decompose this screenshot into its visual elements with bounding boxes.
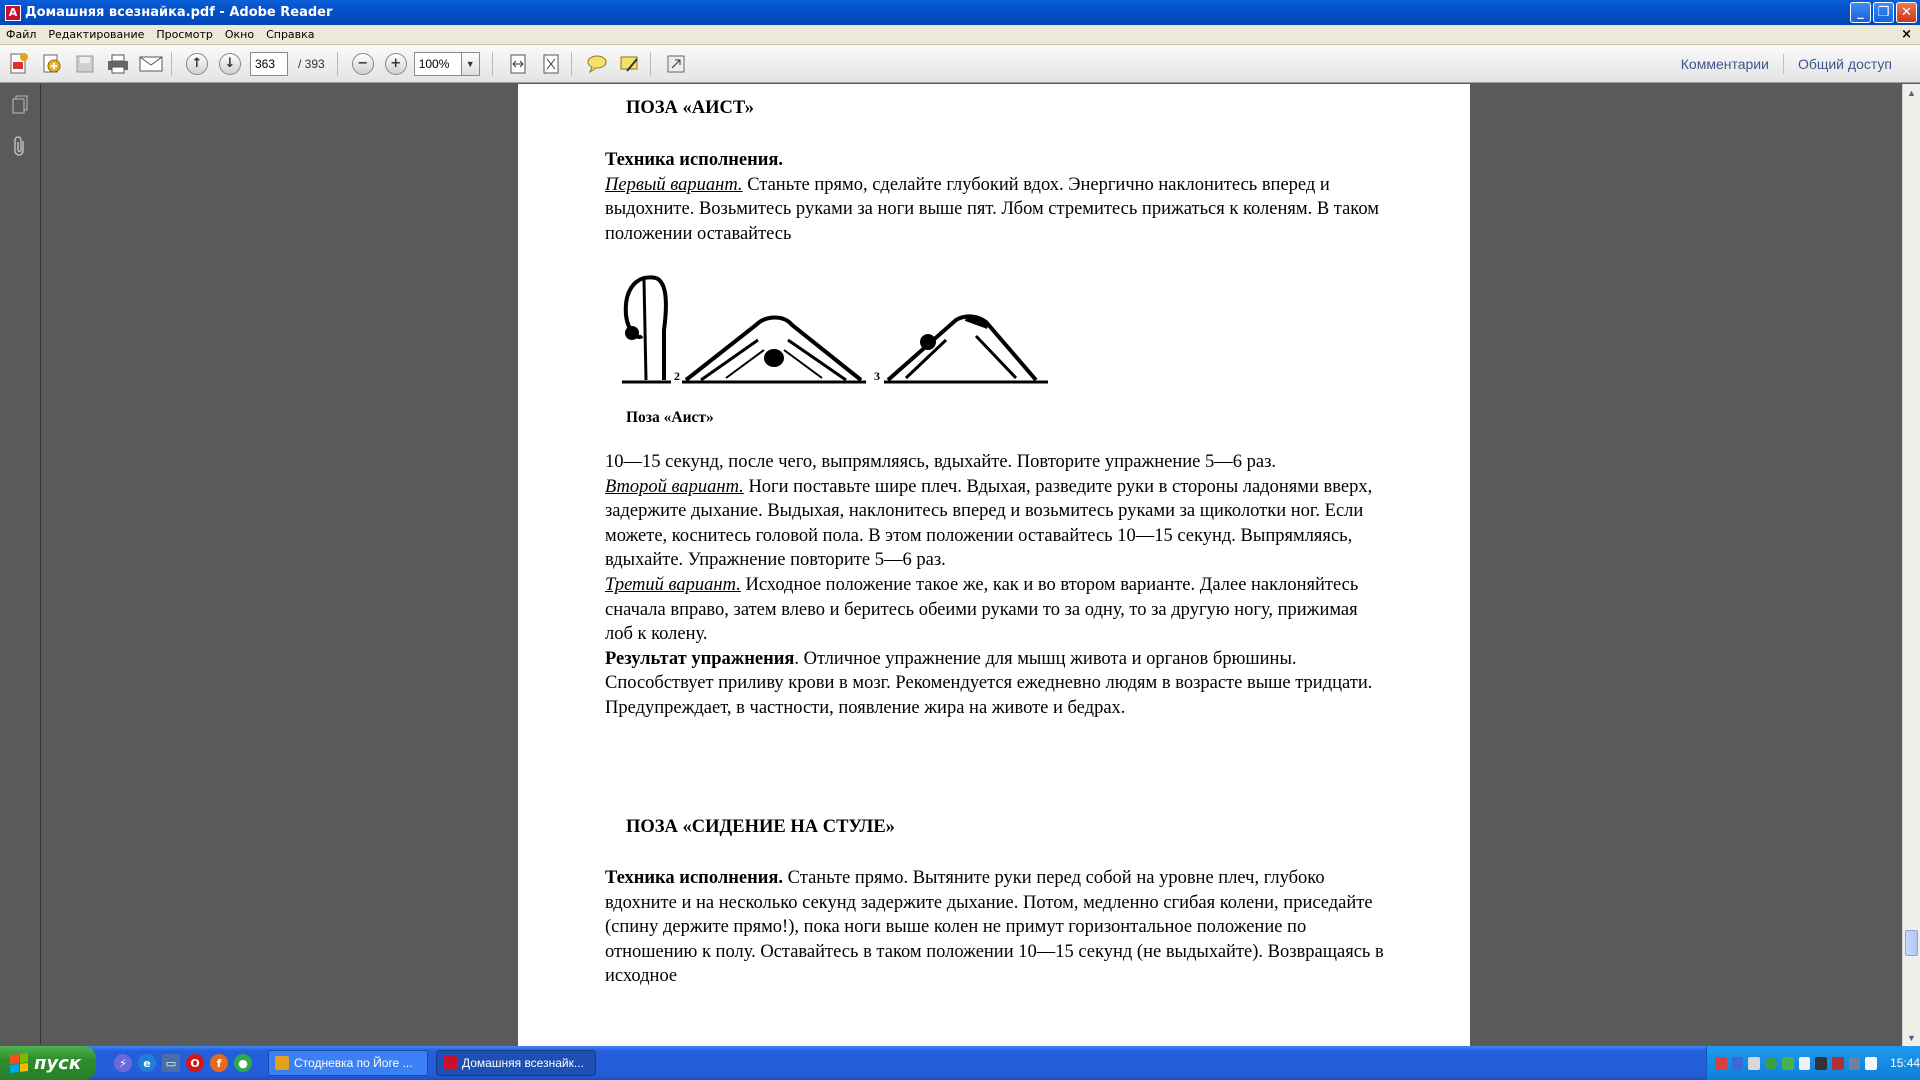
variant2-label: Второй вариант. — [605, 476, 744, 497]
print-icon[interactable] — [104, 50, 132, 78]
technique-label: Техника исполнения. — [605, 150, 784, 170]
ie-icon[interactable]: e — [138, 1054, 156, 1072]
variant2-text: Ноги поставьте шире плеч. Вдыхая, разведите руки в стороны ладонями вверх, задержите дыхание. Выдыхая, наклонитесь вперед и возьмитесь руками за щиколотки ног. Если можете, коснитесь головой пола. В этом положении оставайтесь 10—15 секунд. Выпрямляясь, вдыхайте. Упражнение повторите 5—6 раз. — [605, 476, 1373, 571]
toolbar-separator — [171, 52, 172, 76]
zoom-out-icon[interactable]: − — [349, 50, 377, 78]
highlight-icon[interactable] — [616, 50, 644, 78]
window-controls — [1850, 2, 1917, 23]
tray-app-icon[interactable] — [1748, 1057, 1760, 1070]
adobe-reader-icon: A — [5, 5, 21, 21]
firefox-icon[interactable]: f — [210, 1054, 228, 1072]
chrome-icon[interactable]: ● — [234, 1054, 252, 1072]
pdf-page — [518, 84, 1470, 1046]
menu-view[interactable]: Просмотр — [156, 28, 213, 41]
navigation-pane — [0, 84, 41, 1044]
pages-icon[interactable] — [7, 92, 33, 118]
taskbar-item-adobe-reader[interactable] — [436, 1050, 596, 1076]
variant1-label: Первый вариант. — [605, 174, 743, 195]
menu-help[interactable]: Справка — [266, 28, 315, 41]
toolbar-separator — [571, 52, 572, 76]
zoom-in-icon[interactable]: + — [382, 50, 410, 78]
figure-number-3: 3 — [874, 369, 880, 383]
variant1-text: Станьте прямо, сделайте глубокий вдох. Энергично наклонитесь вперед и выдохните. Возьмитесь руками за ноги выше пят. Лбом стремитесь прижаться к коленям. В таком положении оставайтесь — [605, 174, 1379, 244]
heading-aist: ПОЗА «АИСТ» — [626, 98, 755, 118]
pose-figure-1 — [622, 277, 671, 382]
fullscreen-icon[interactable] — [662, 50, 690, 78]
scroll-up-icon[interactable]: ▲ — [1907, 87, 1916, 98]
paragraph-variant1 — [605, 148, 1385, 246]
show-desktop-icon[interactable]: ▭ — [162, 1054, 180, 1072]
windows-logo-icon — [10, 1053, 28, 1073]
tray-flag-icon[interactable] — [1832, 1057, 1844, 1070]
attachments-icon[interactable] — [7, 134, 33, 160]
taskbar — [0, 1046, 1920, 1080]
minimize-button[interactable]: _ — [1850, 2, 1871, 23]
tray-app-icon[interactable] — [1865, 1057, 1877, 1070]
toolbar-right — [1667, 45, 1906, 83]
technique2-label: Техника исполнения. — [605, 868, 784, 888]
stork-pose-figure — [616, 270, 1056, 390]
menu-bar — [0, 25, 1920, 45]
figure-caption: Поза «Аист» — [626, 409, 714, 426]
quick-launch — [114, 1054, 252, 1072]
create-pdf-icon[interactable] — [5, 50, 33, 78]
menu-file[interactable]: Файл — [6, 28, 37, 41]
toolbar — [0, 45, 1920, 83]
tray-app-icon[interactable] — [1715, 1057, 1727, 1070]
fit-page-icon[interactable] — [537, 50, 565, 78]
quicklaunch-icon[interactable]: ⚡ — [114, 1054, 132, 1072]
document-area[interactable] — [42, 84, 1901, 1046]
taskbar-item-browser[interactable] — [268, 1050, 428, 1076]
tray-network-icon[interactable] — [1732, 1057, 1744, 1070]
task-label: Стодневка по Йоге ... — [294, 1056, 413, 1070]
opera-icon[interactable]: O — [186, 1054, 204, 1072]
variant3-text: Исходное положение такое же, как и во втором варианте. Далее наклоняйтесь сначала вправо, затем влево и беритесь обеими руками то за одну, то за другую ногу, прижимая лоб к колену. — [605, 574, 1359, 645]
share-button[interactable]: Общий доступ — [1797, 56, 1892, 72]
menu-window[interactable]: Окно — [224, 28, 255, 41]
page-total: / 393 — [298, 56, 325, 71]
open-icon[interactable] — [38, 50, 66, 78]
task-label: Домашняя всезнайк... — [462, 1056, 584, 1070]
scroll-down-icon[interactable]: ▼ — [1907, 1032, 1916, 1043]
next-page-icon[interactable]: ↓ — [216, 50, 244, 78]
tray-app-icon[interactable] — [1849, 1057, 1861, 1070]
result-text: . Отличное упражнение для мышц живота и органов брюшины. Способствует приливу крови в мозг. Рекомендуется ежедневно людям в возрасте выше тридцати. Предупреждает, в частности, появление жира на животе и бедрах. — [605, 648, 1373, 718]
pose-figure-2 — [682, 318, 866, 383]
tray-antivirus-icon[interactable] — [1765, 1057, 1777, 1070]
vertical-scrollbar[interactable] — [1902, 84, 1920, 1046]
system-tray — [1706, 1046, 1920, 1080]
zoom-input[interactable] — [414, 52, 462, 76]
chrome-icon — [275, 1056, 289, 1070]
paragraph-cont-text: 10—15 секунд, после чего, выпрямляясь, вдыхайте. Повторите упражнение 5—6 раз. — [605, 452, 1277, 472]
scroll-thumb[interactable] — [1905, 930, 1918, 956]
zoom-select[interactable] — [414, 52, 480, 76]
pose-figure-3 — [884, 316, 1048, 382]
start-button[interactable] — [0, 1046, 96, 1080]
email-icon[interactable] — [137, 50, 165, 78]
prev-page-icon[interactable]: ↑ — [183, 50, 211, 78]
page-number-input[interactable] — [250, 52, 288, 76]
tray-app-icon[interactable] — [1782, 1057, 1794, 1070]
close-document-icon[interactable]: × — [1901, 27, 1912, 42]
heading-chair-pose: ПОЗА «СИДЕНИЕ НА СТУЛЕ» — [626, 817, 895, 837]
close-button[interactable]: ✕ — [1896, 2, 1917, 23]
comments-button[interactable]: Комментарии — [1680, 56, 1769, 72]
result-label: Результат упражнения — [605, 648, 795, 669]
title-bar — [0, 0, 1920, 25]
comment-icon[interactable] — [583, 50, 611, 78]
figure-number-2: 2 — [674, 369, 680, 383]
start-label: пуск — [34, 1052, 82, 1074]
menu-edit[interactable]: Редактирование — [48, 28, 145, 41]
volume-icon[interactable] — [1815, 1057, 1827, 1070]
paragraph-continuation — [605, 450, 1385, 721]
save-icon[interactable] — [71, 50, 99, 78]
window-title: Домашняя всезнайка.pdf - Adobe Reader — [25, 5, 333, 20]
variant3-label: Третий вариант. — [605, 574, 741, 595]
toolbar-separator — [337, 52, 338, 76]
tray-app-icon[interactable] — [1799, 1057, 1811, 1070]
adobe-reader-icon — [443, 1056, 457, 1070]
maximize-button[interactable]: ❐ — [1873, 2, 1894, 23]
clock[interactable]: 15:44 — [1890, 1056, 1920, 1070]
toolbar-separator — [492, 52, 493, 76]
paragraph-chair-pose — [605, 866, 1385, 989]
chevron-down-icon[interactable]: ▼ — [462, 52, 480, 76]
technique2-text: Станьте прямо. Вытяните руки перед собой на уровне плеч, глубоко вдохните и на несколько секунд задержите дыхание. Потом, медленно сгибая колени, приседайте (спину держите прямо!), пока ноги выше колен не примут горизонтальное положение по отношению к полу. Оставайтесь в таком положении 10—15 секунд (не выдыхайте). Возвращаясь в исходное — [605, 868, 1384, 987]
toolbar-separator — [650, 52, 651, 76]
fit-width-icon[interactable] — [504, 50, 532, 78]
